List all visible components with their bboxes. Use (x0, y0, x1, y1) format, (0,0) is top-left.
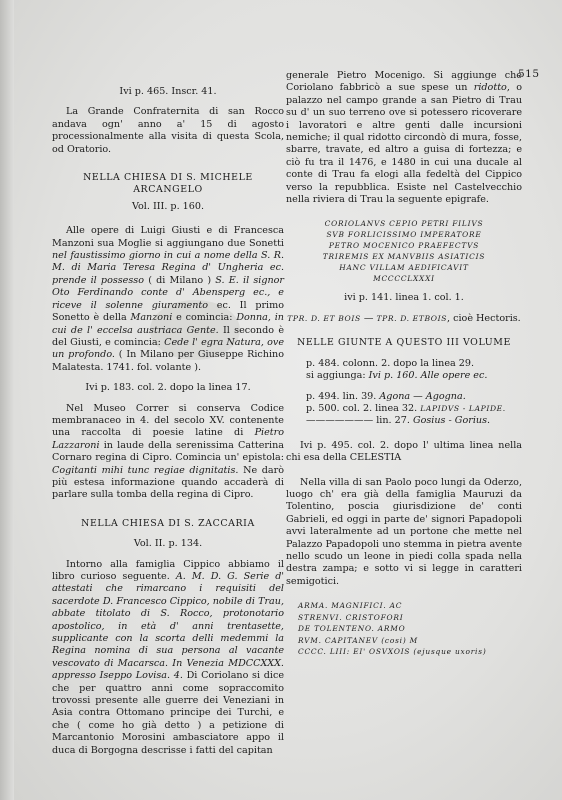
paragraph: Nella villa di san Paolo poco lungi da Oderzo, luogo ch' era già della famiglia Mauruzi da Tolentino, poscia giurisdizione de' conti Gabrieli, ed oggi in parte de' signori Papadopoli avvi lateralmente ad un portone che mette nel Palazzo Papadopoli uno stemma in pietra avente nello scudo un leone in piedi colla spada nella destra zampa; e sotto vi si legge in caratteri semigotici. (286, 476, 522, 587)
paragraph: Alle opere di Luigi Giusti e di Francesca Manzoni sua Moglie si aggiungano due Sonetti nel faustissimo giorno in cui a nome della S. R. M. di Maria Teresa Regina d' Ungheria ec. prende il possesso ( di Milano ) S. E. il signor Oto Ferdinando conte d' Abensperg ec., e riceve il solenne giuramento ec. Il primo Sonetto è della Manzoni e comincia: Donna, in cui de l' eccelsa austriaca Gente. Il secondo è del Giusti, e comincia: Cede l' egra Natura, ove un profondo. ( In Milano per Giuseppe Richino Malatesta. 1741. fol. volante ). (52, 225, 285, 373)
reference-line: ivi p. 141. linea 1. col. 1. (344, 292, 464, 304)
inscription-line: CORIOLANVS CEPIO PETRI FILIVS (324, 219, 484, 229)
paragraph: Intorno alla famiglia Cippico abbiamo il libro curioso seguente. A. M. D. G. Serie d' attestati che rimarcano i requisiti del sacerdote D. Francesco Cippico, nobile di Trau, abbate titolato di S. Rocco, protonotario apostolico, in età d' anni trentasette, supplicante con la scorta delli medemmi la Regina nomina di sua persona al vacante vescovato di Macarsca. In Venezia MDCCXXX. appresso Iseppo Lovisa. 4. Di Coriolano si dice che per quattro anni come sopraccomito trovossi presente alle guerre dei Veneziani in Asia contra Ottomano principe dei Turchi, e che ( come ho già detto ) a petizione di Marcantonio Morosini ambasciatore appo il duca di Borgogna descrisse i fatti del capitan (52, 558, 285, 756)
correction-line: TPR. D. ET BOIS — TPR. D. ETBOIS, cioè Hectoris. (287, 312, 521, 324)
reference-line: Vol. II. p. 134. (133, 538, 203, 550)
reference-line: Ivi p. 495. col. 2. dopo l' ultima linea nella chi esa della CELESTIA (286, 439, 522, 464)
reference-line: Vol. III. p. 160. (131, 200, 205, 212)
inscription-block (286, 218, 522, 284)
correction-line: ——————— lin. 27. Gosius - Gorius. (306, 415, 491, 427)
section-heading: NELLA CHIESA DI S. ZACCARIA (81, 517, 255, 529)
inscription-line: CCCC. LIII: EI' OSVXOIS (ejusque uxoris) (298, 647, 487, 657)
reference-line: si aggiunga: Ivi p. 160. Alle opere ec. (306, 370, 488, 382)
left-column (52, 86, 284, 757)
correction-line: p. 494. lin. 39. Agona — Agogna. (306, 390, 466, 402)
correction-line: p. 500. col. 2. linea 32. LAPIDVS - LAPIDE. (306, 402, 506, 414)
inscription-line: TRIREMIS EX MANVBIIS ASIATICIS (322, 252, 486, 262)
inscription-line: STRENVI. CRISTOFORI (298, 612, 404, 622)
reference-line: p. 484. colonn. 2. dopo la linea 29. (306, 357, 475, 369)
paragraph: generale Pietro Mocenigo. Si aggiunge che Coriolano fabbricò a sue spese un ridotto, o palazzo nel campo grande a san Pietro di Trau su d' un suo terreno ove si potessero ricoverare i lavoratori e altre genti dalle incursioni nemiche; il qual ridotto circondò di mura, fosse, sbarre, travate, ed altro a guisa di fortezza; e ciò fu tra il 1476, e 1480 in cui una ducale al conte di Trau fa elogi alla fedeltà del Cippico verso la repubblica. Esiste nel Castelvecchio nella riviera di Trau la seguente epigrafe. (286, 70, 522, 206)
page-edge-shadow (0, 0, 14, 800)
paragraph: Nel Museo Correr si conserva Codice membranaceo in 4. del secolo XV. contenente una raccolta di poesie latine di Pietro Lazzaroni in laude della serenissima Catterina Cornaro regina di Cipro. Comincia un' epistola: Cogitanti mihi tunc regiae dignitatis. Ne darò più estesa informazione quando accaderà di parlare sulla tomba della regina di Cipro. (52, 402, 284, 501)
inscription-line: DE TOLENTENO. ARMO (298, 624, 406, 634)
reference-line: Ivi p. 183. col. 2. dopo la linea 17. (85, 382, 251, 394)
right-column (286, 70, 522, 658)
inscription-line: RVM. CAPITANEV (cosi) M (298, 635, 419, 645)
inscription-line: MCCCCLXXXI (373, 274, 435, 284)
page-number: 515 (518, 68, 540, 80)
reference-line: Ivi p. 465. Inscr. 41. (119, 86, 217, 97)
inscription-line: PETRO MOCENICO PRAEFECTVS (328, 241, 480, 251)
section-heading: NELLE GIUNTE A QUESTO III VOLUME (297, 337, 511, 349)
inscription-block (286, 600, 522, 658)
inscription-line: ARMA. MAGNIFICI. AC (298, 601, 403, 611)
section-heading: NELLA CHIESA DI S. MICHELE ARCANGELO (83, 172, 253, 196)
inscription-line: HANC VILLAM AEDIFICAVIT (339, 263, 469, 273)
paragraph: La Grande Confraternita di san Rocco andava ogn' anno a' 15 di agosto processionalmente alla visita di questa Scola, od Oratorio. (52, 106, 284, 155)
inscription-line: SVB FORLICISSIMO IMPERATORE (326, 230, 482, 240)
